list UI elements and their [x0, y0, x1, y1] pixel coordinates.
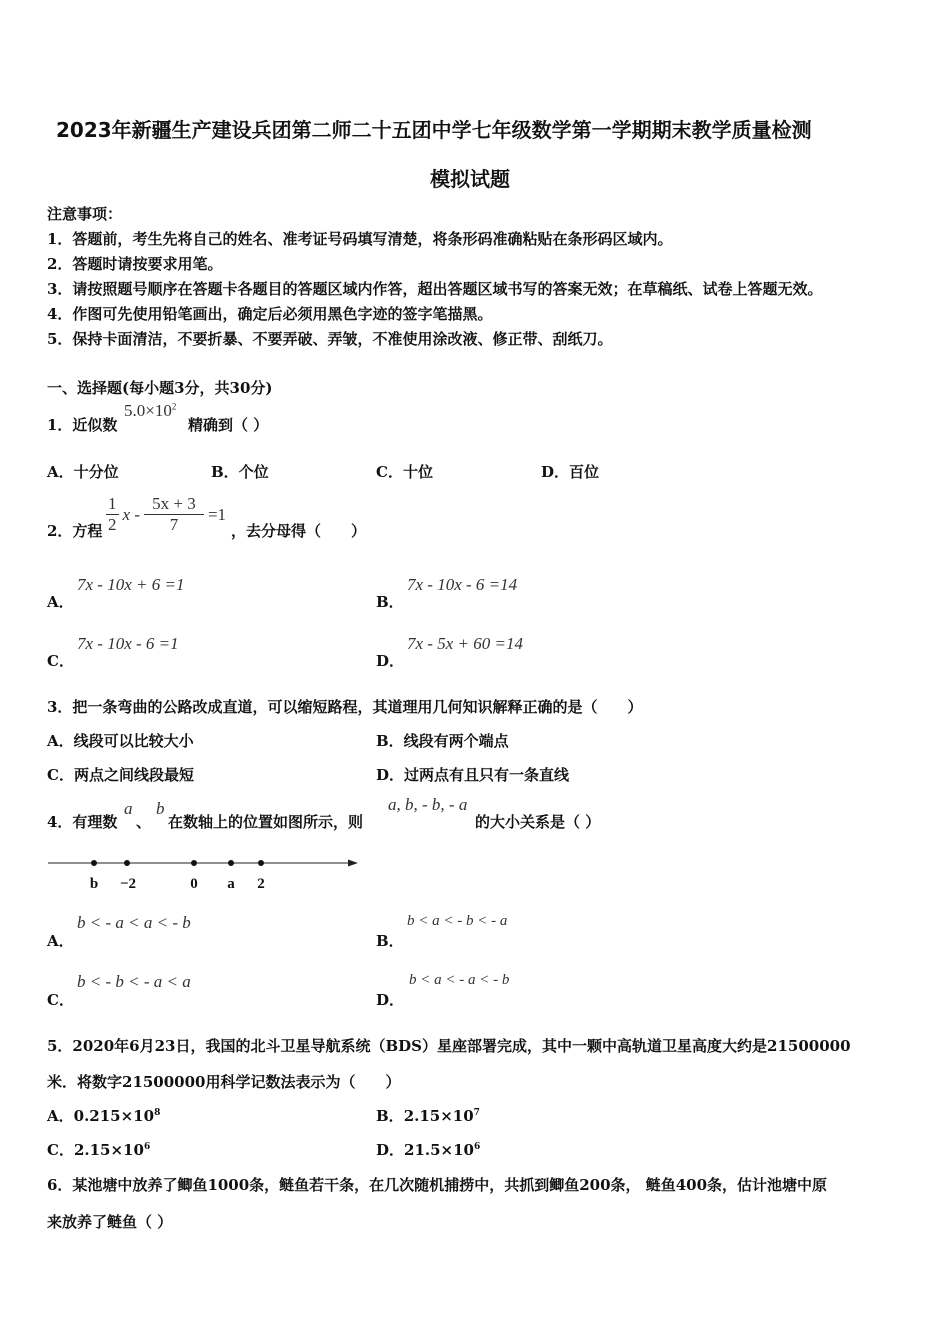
notice-item: 2．答题时请按要求用笔。	[47, 255, 223, 273]
q4-option-a-label[interactable]: A．	[47, 932, 74, 950]
q5-option-c-exp: 6	[143, 1142, 151, 1152]
q5-text-line2: 米．将数字21500000用科学记数法表示为（ ）	[47, 1073, 401, 1091]
q5-option-a-exp: 8	[154, 1108, 161, 1118]
q3-option-b[interactable]: B．线段有两个端点	[376, 732, 509, 750]
q3-option-c[interactable]: C．两点之间线段最短	[47, 766, 194, 784]
q1-option-a[interactable]: A．十分位	[47, 463, 119, 481]
q1-expr-base: 5.0×10	[124, 401, 172, 420]
q5-option-c[interactable]	[47, 1139, 150, 1160]
q5-option-b[interactable]	[376, 1105, 480, 1126]
q2-frac2-denominator: 7	[169, 515, 179, 534]
q6-text-line2: 来放养了鲢鱼（ ）	[47, 1213, 173, 1231]
q2-fraction-2	[144, 494, 204, 535]
point-b	[91, 860, 97, 866]
q5-option-d-exp: 6	[474, 1142, 481, 1152]
q2-option-d-label[interactable]: D．	[376, 652, 405, 670]
axis-label-0: 0	[190, 876, 198, 892]
q4-option-c-label[interactable]: C．	[47, 991, 74, 1009]
q1-option-c[interactable]: C．十位	[376, 463, 433, 481]
q2-frac2-numerator: 5x + 3	[144, 494, 204, 515]
q2-option-c-label[interactable]: C．	[47, 652, 74, 670]
q2-fraction-1	[106, 494, 119, 535]
axis-label-minus-2: −2	[119, 876, 137, 892]
q2-suffix: ，去分母得（ ）	[231, 522, 367, 540]
q4-option-a-expr[interactable]: b < - a < a < - b	[77, 913, 191, 932]
q4-var-a: a	[124, 799, 133, 818]
q4-separator: 、	[136, 813, 152, 831]
q2-option-d-expr[interactable]: 7x - 5x + 60 =14	[407, 634, 523, 653]
q2-prefix: 2．方程	[47, 522, 103, 540]
section-heading: 一、选择题(每小题3分，共30分)	[47, 379, 273, 397]
q2-option-c-expr[interactable]: 7x - 10x - 6 =1	[77, 634, 179, 653]
q2-option-a-expr[interactable]: 7x - 10x + 6 =1	[77, 575, 185, 594]
notice-item: 5．保持卡面清洁，不要折暴、不要弄破、弄皱，不准使用涂改液、修正带、刮纸刀。	[47, 330, 613, 348]
point-minus-2	[124, 860, 130, 866]
q1-suffix: 精确到（ ）	[188, 416, 269, 434]
q5-option-a-label: A．	[47, 1107, 74, 1125]
q5-option-b-exp: 7	[473, 1108, 480, 1118]
number-line-arrow	[348, 860, 358, 867]
q1-option-b[interactable]: B．个位	[211, 463, 269, 481]
q4-option-d-expr[interactable]: b < a < - a < - b	[409, 972, 510, 988]
page-title: 2023年新疆生产建设兵团第二师二十五团中学七年级数学第一学期期末教学质量检测	[56, 118, 812, 142]
q5-option-c-base: 2.15×10	[73, 1141, 144, 1159]
point-0	[191, 860, 197, 866]
q4-option-b-expr[interactable]: b < a < - b < - a	[407, 913, 508, 929]
q2-option-a-label[interactable]: A．	[47, 593, 74, 611]
notice-heading: 注意事项：	[47, 205, 123, 223]
q5-option-d[interactable]	[376, 1139, 480, 1160]
q4-mid: 在数轴上的位置如图所示，则	[168, 813, 364, 831]
point-2	[258, 860, 264, 866]
q4-set: a, b, - b, - a	[388, 795, 468, 814]
q4-option-d-label[interactable]: D．	[376, 991, 405, 1009]
q4-option-c-expr[interactable]: b < - b < - a < a	[77, 972, 191, 991]
q3-option-a[interactable]: A．线段可以比较大小	[47, 732, 194, 750]
q4-var-b: b	[156, 799, 165, 818]
q4-suffix: 的大小关系是（ ）	[475, 813, 601, 831]
axis-label-b: b	[89, 876, 99, 892]
q4-prefix: 4．有理数	[47, 813, 118, 831]
q1-prefix: 1．近似数	[47, 416, 118, 434]
q2-option-b-expr[interactable]: 7x - 10x - 6 =14	[407, 575, 518, 594]
number-line-figure	[40, 850, 370, 900]
q5-option-d-label: D．	[376, 1141, 405, 1159]
q6-text-line1: 6．某池塘中放养了鲫鱼1000条，鲢鱼若干条，在几次随机捕捞中，共抓到鲫鱼200条， 鲢鱼400条，估计池塘中原	[47, 1176, 828, 1194]
q5-option-d-base: 21.5×10	[404, 1141, 474, 1159]
notice-item: 3．请按照题号顺序在答题卡各题目的答题区域内作答，超出答题区域书写的答案无效；在草稿纸、试卷上答题无效。	[47, 280, 823, 298]
q5-text-line1: 5．2020年6月23日，我国的北斗卫星导航系统（BDS）星座部署完成，其中一颗中高轨道卫星高度大约是21500000	[47, 1037, 851, 1055]
q5-option-b-base: 2.15×10	[403, 1107, 474, 1125]
point-a	[228, 860, 234, 866]
q1-expr-exponent: 2	[171, 401, 177, 412]
q5-option-b-label: B．	[376, 1107, 404, 1125]
q2-rhs: =1	[207, 504, 227, 524]
q2-mid-term: x -	[122, 504, 140, 524]
q3-text: 3．把一条弯曲的公路改成直道，可以缩短路程，其道理用几何知识解释正确的是（ ）	[47, 698, 643, 716]
q2-equation	[106, 494, 226, 535]
axis-label-a: a	[227, 876, 235, 892]
page-subtitle: 模拟试题	[430, 167, 510, 191]
notice-item: 4．作图可先使用铅笔画出，确定后必须用黑色字迹的签字笔描黑。	[47, 305, 493, 323]
q5-option-a[interactable]	[47, 1105, 160, 1126]
axis-label-2: 2	[257, 876, 265, 892]
q2-option-b-label[interactable]: B．	[376, 593, 404, 611]
q1-expression	[124, 401, 176, 421]
q2-frac1-numerator: 1	[108, 494, 117, 513]
notice-item: 1．答题前，考生先将自己的姓名、准考证号码填写清楚，将条形码准确粘贴在条形码区域内。	[47, 230, 673, 248]
q3-option-d[interactable]: D．过两点有且只有一条直线	[376, 766, 570, 784]
q2-frac1-denominator: 2	[108, 515, 117, 534]
q4-option-b-label[interactable]: B．	[376, 932, 404, 950]
q5-option-a-base: 0.215×10	[73, 1107, 155, 1125]
q5-option-c-label: C．	[47, 1141, 74, 1159]
q1-option-d[interactable]: D．百位	[541, 463, 600, 481]
